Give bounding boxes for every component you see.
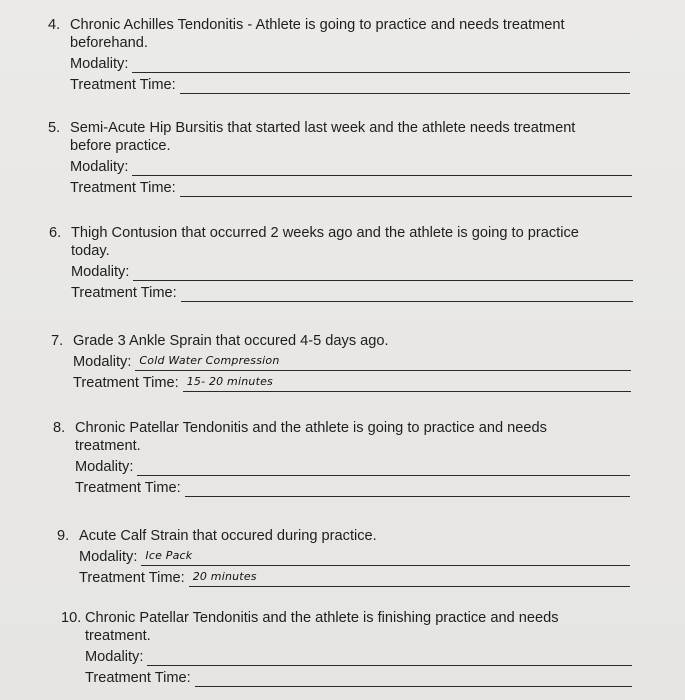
question-prompt-continued: beforehand. bbox=[70, 35, 148, 51]
modality-label: Modality: bbox=[73, 354, 132, 370]
modality-answer-line[interactable] bbox=[141, 551, 630, 566]
question-9 bbox=[57, 527, 630, 587]
modality-answer-line[interactable] bbox=[147, 651, 632, 666]
treatment-time-answer-line[interactable] bbox=[195, 672, 632, 687]
question-4 bbox=[48, 16, 630, 94]
modality-label: Modality: bbox=[71, 264, 130, 280]
question-number: 8. bbox=[53, 420, 66, 436]
modality-answer-line[interactable] bbox=[132, 161, 632, 176]
question-7 bbox=[51, 332, 631, 392]
question-number: 10. bbox=[61, 610, 82, 626]
question-number: 9. bbox=[57, 528, 70, 544]
question-prompt: Chronic Patellar Tendonitis and the athlete is going to practice and needs bbox=[75, 420, 547, 436]
question-number: 7. bbox=[51, 333, 64, 349]
question-8-text bbox=[53, 419, 630, 437]
treatment-time-answer-line[interactable] bbox=[180, 182, 632, 197]
treatment-time-answer-line[interactable] bbox=[185, 482, 630, 497]
treatment-time-answer-line[interactable] bbox=[180, 79, 630, 94]
treatment-time-answer: 20 minutes bbox=[192, 570, 257, 583]
question-5-text bbox=[48, 119, 632, 137]
question-8 bbox=[53, 419, 630, 497]
question-6-text bbox=[49, 224, 633, 242]
treatment-time-label: Treatment Time: bbox=[71, 285, 177, 301]
treatment-time-label: Treatment Time: bbox=[70, 180, 176, 196]
treatment-time-field[interactable] bbox=[48, 73, 630, 94]
question-prompt-continued: today. bbox=[71, 243, 110, 259]
question-prompt: Grade 3 Ankle Sprain that occured 4-5 days ago. bbox=[73, 333, 389, 349]
question-7-text bbox=[51, 332, 631, 350]
question-6 bbox=[49, 224, 633, 302]
question-number: 5. bbox=[48, 120, 61, 136]
question-10 bbox=[61, 609, 632, 687]
question-prompt: Chronic Achilles Tendonitis - Athlete is going to practice and needs treatment bbox=[70, 17, 565, 33]
question-prompt-continued: before practice. bbox=[70, 138, 171, 154]
modality-label: Modality: bbox=[70, 159, 129, 175]
modality-field[interactable] bbox=[53, 455, 630, 476]
modality-answer-line[interactable] bbox=[133, 266, 633, 281]
question-prompt: Acute Calf Strain that occured during practice. bbox=[79, 528, 377, 544]
question-prompt: Thigh Contusion that occurred 2 weeks ago and the athlete is going to practice bbox=[71, 225, 579, 241]
question-prompt-continued: treatment. bbox=[75, 438, 141, 454]
question-number: 6. bbox=[49, 225, 62, 241]
treatment-time-answer: 15- 20 minutes bbox=[186, 375, 273, 388]
treatment-time-label: Treatment Time: bbox=[75, 480, 181, 496]
modality-answer: Ice Pack bbox=[145, 549, 193, 562]
treatment-time-answer-line[interactable] bbox=[189, 572, 630, 587]
modality-field[interactable] bbox=[48, 155, 632, 176]
modality-answer-line[interactable] bbox=[137, 461, 630, 476]
modality-label: Modality: bbox=[79, 549, 138, 565]
treatment-time-field[interactable] bbox=[48, 176, 632, 197]
modality-answer: Cold Water Compression bbox=[139, 354, 280, 367]
question-4-text bbox=[48, 16, 630, 34]
modality-field[interactable] bbox=[51, 350, 631, 371]
question-5 bbox=[48, 119, 632, 197]
modality-answer-line[interactable] bbox=[132, 58, 630, 73]
treatment-time-label: Treatment Time: bbox=[70, 77, 176, 93]
modality-label: Modality: bbox=[70, 56, 129, 72]
treatment-time-field[interactable] bbox=[51, 371, 631, 392]
question-prompt-continued: treatment. bbox=[85, 628, 151, 644]
question-10-text bbox=[61, 609, 632, 627]
treatment-time-answer-line[interactable] bbox=[181, 287, 633, 302]
modality-field[interactable] bbox=[49, 260, 633, 281]
modality-field[interactable] bbox=[61, 645, 632, 666]
question-9-text bbox=[57, 527, 630, 545]
treatment-time-label: Treatment Time: bbox=[73, 375, 179, 391]
treatment-time-field[interactable] bbox=[49, 281, 633, 302]
treatment-time-label: Treatment Time: bbox=[79, 570, 185, 586]
treatment-time-field[interactable] bbox=[61, 666, 632, 687]
treatment-time-field[interactable] bbox=[53, 476, 630, 497]
modality-field[interactable] bbox=[48, 52, 630, 73]
question-number: 4. bbox=[48, 17, 61, 33]
modality-label: Modality: bbox=[75, 459, 134, 475]
treatment-time-label: Treatment Time: bbox=[85, 670, 191, 686]
question-prompt: Semi-Acute Hip Bursitis that started last week and the athlete needs treatment bbox=[70, 120, 576, 136]
treatment-time-answer-line[interactable] bbox=[183, 377, 631, 392]
question-prompt: Chronic Patellar Tendonitis and the athlete is finishing practice and needs bbox=[85, 610, 559, 626]
modality-field[interactable] bbox=[57, 545, 630, 566]
modality-label: Modality: bbox=[85, 649, 144, 665]
modality-answer-line[interactable] bbox=[135, 356, 631, 371]
treatment-time-field[interactable] bbox=[57, 566, 630, 587]
